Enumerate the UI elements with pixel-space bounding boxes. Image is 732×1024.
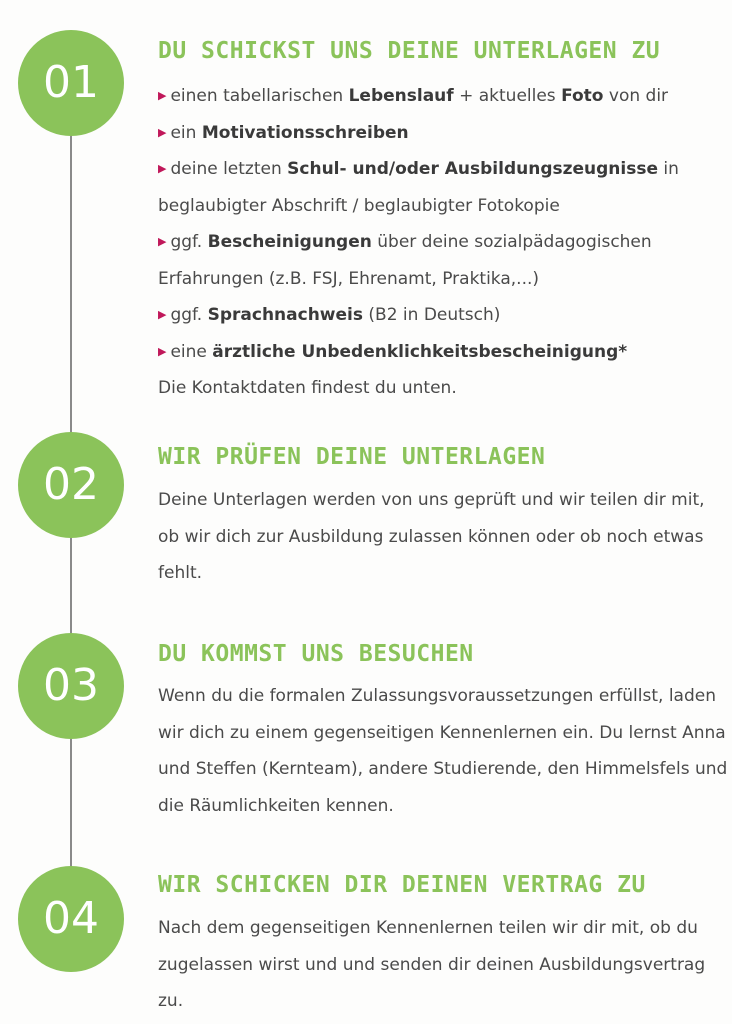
step-text: Deine Unterlagen werden von uns geprüft und wir teilen dir mit, ob wir dich zur Ausbildung zulassen können oder ob noch etwas fehlt.: [158, 490, 705, 583]
step-body: [158, 678, 728, 824]
list-item: ▶ deine letzten Schul- und/oder Ausbildungszeugnisse in beglaubigter Abschrift / beglaubigter Fotokopie: [158, 159, 679, 216]
bullet-icon: ▶: [158, 308, 167, 321]
list-item: ▶ ggf. Bescheinigungen über deine sozialpädagogischen Erfahrungen (z.B. FSJ, Ehrenamt, Praktika,...): [158, 232, 652, 289]
step-number-circle: 02: [18, 432, 124, 538]
step-footer-text: Die Kontaktdaten findest du unten.: [158, 378, 457, 398]
step-text: Wenn du die formalen Zulassungsvoraussetzungen erfüllst, laden wir dich zu einem gegenseitigen Kennenlernen ein. Du lernst Anna und Steffen (Kernteam), andere Studierende, den Himmelsfels und die Räumlichkeiten kennen.: [158, 686, 728, 816]
step-title: WIR PRÜFEN DEINE UNTERLAGEN: [158, 444, 546, 470]
step-title: WIR SCHICKEN DIR DEINEN VERTRAG ZU: [158, 872, 646, 898]
step-number-circle: 03: [18, 633, 124, 739]
bullet-icon: ▶: [158, 125, 167, 139]
list-item: ▶ einen tabellarischen Lebenslauf + aktuelles Foto von dir: [158, 86, 669, 106]
step-body: [158, 78, 728, 407]
bullet-icon: ▶: [158, 162, 167, 175]
bullet-icon: ▶: [158, 89, 167, 102]
list-item: ▶ ggf. Sprachnachweis (B2 in Deutsch): [158, 305, 501, 325]
bullet-icon: ▶: [158, 235, 167, 248]
step-number-circle: 04: [18, 866, 124, 972]
bullet-icon: ▶: [158, 344, 167, 358]
list-item: ▶ eine ärztliche Unbedenklichkeitsbescheinigung*: [158, 341, 628, 362]
step-title: DU SCHICKST UNS DEINE UNTERLAGEN ZU: [158, 38, 661, 64]
step-number-circle: 01: [18, 30, 124, 136]
step-body: [158, 910, 728, 1020]
step-text: Nach dem gegenseitigen Kennenlernen teilen wir dir mit, ob du zugelassen wirst und und senden dir deinen Ausbildungsvertrag zu.: [158, 918, 706, 1011]
step-title: DU KOMMST UNS BESUCHEN: [158, 641, 474, 667]
list-item: ▶ ein Motivationsschreiben: [158, 122, 409, 143]
step-body: [158, 482, 728, 592]
